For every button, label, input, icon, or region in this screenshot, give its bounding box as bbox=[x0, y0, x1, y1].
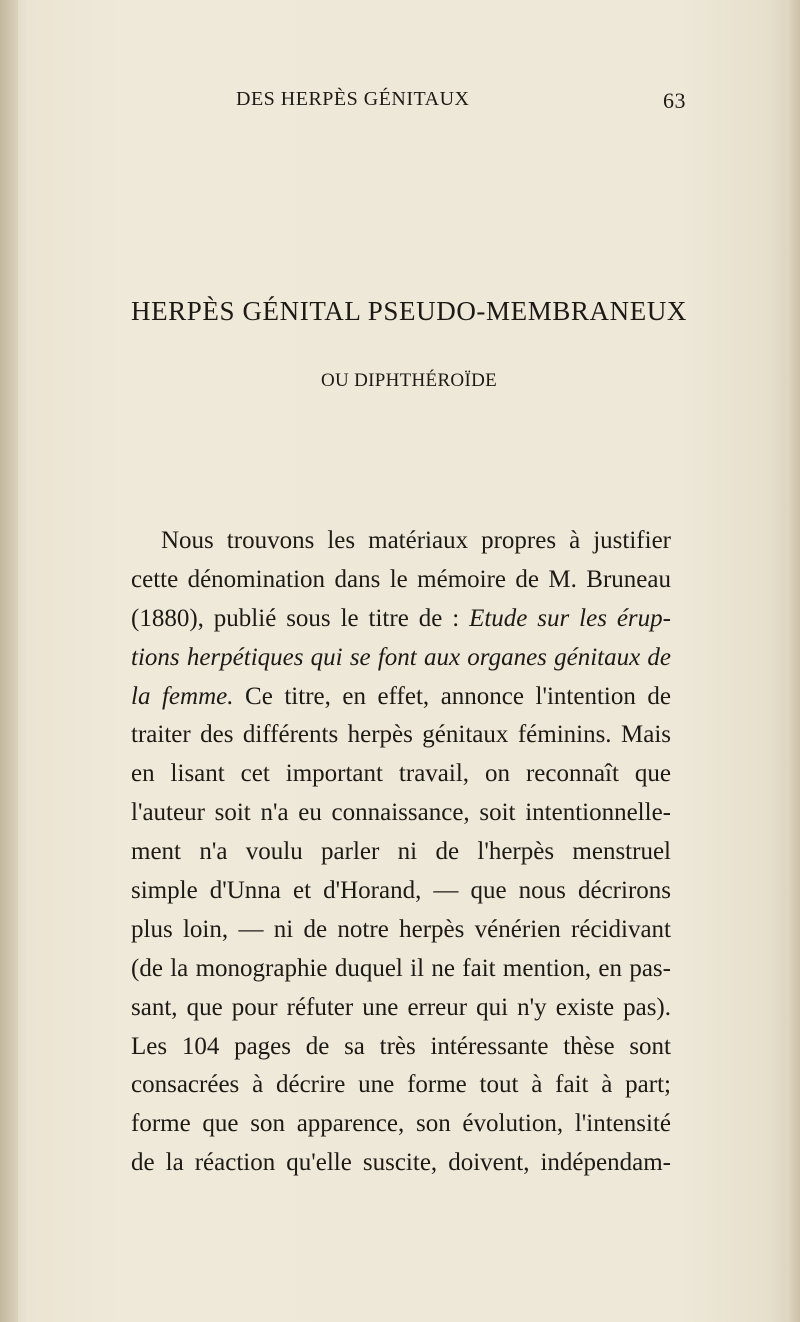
text-line bbox=[131, 716, 671, 755]
text-segment: (1880), publié sous le titre de : bbox=[131, 604, 470, 632]
text-line bbox=[131, 522, 671, 561]
text-segment: de la réaction qu'elle suscite, doivent, indépendam- bbox=[131, 1149, 671, 1177]
text-segment: consacrées à décrire une forme tout à fait à part; bbox=[131, 1071, 671, 1099]
text-line bbox=[131, 755, 671, 794]
text-line bbox=[131, 1144, 671, 1183]
text-segment: Ce titre, en effet, annonce l'intention de bbox=[233, 682, 671, 710]
section-subtitle: OU DIPHTHÉROÏDE bbox=[320, 370, 497, 391]
page-right-edge-shadow bbox=[786, 0, 800, 1322]
text-segment: traiter des différents herpès génitaux féminins. Mais bbox=[131, 721, 671, 749]
text-line bbox=[131, 1066, 671, 1105]
italic-book-title: la femme. bbox=[131, 682, 234, 710]
text-line bbox=[131, 989, 671, 1028]
text-line bbox=[131, 678, 671, 717]
text-segment: (de la monographie duquel il ne fait mention, en pas- bbox=[131, 954, 671, 982]
text-segment: l'auteur soit n'a eu connaissance, soit intentionnelle- bbox=[131, 799, 671, 827]
text-segment: sant, que pour réfuter une erreur qui n'y existe pas). bbox=[131, 993, 671, 1021]
text-line bbox=[131, 911, 671, 950]
text-segment: en lisant cet important travail, on reconnaît que bbox=[131, 760, 671, 788]
text-line bbox=[131, 950, 671, 989]
text-segment: Les 104 pages de sa très intéressante thèse sont bbox=[131, 1032, 671, 1060]
text-segment: simple d'Unna et d'Horand, — que nous décrirons bbox=[131, 877, 671, 905]
text-line bbox=[131, 1028, 671, 1067]
text-line bbox=[131, 639, 671, 678]
italic-book-title: Etude sur les érup- bbox=[469, 604, 671, 632]
text-segment: plus loin, — ni de notre herpès vénérien récidivant bbox=[131, 915, 671, 943]
text-segment: forme que son apparence, son évolution, l'intensité bbox=[131, 1110, 671, 1138]
body-paragraph bbox=[131, 522, 671, 1183]
running-head bbox=[236, 88, 686, 118]
text-line bbox=[131, 872, 671, 911]
page-number: 63 bbox=[663, 88, 686, 113]
page-left-edge-shadow bbox=[0, 0, 18, 1322]
text-segment: ment n'a voulu parler ni de l'herpès menstruel bbox=[131, 838, 671, 866]
italic-book-title: tions herpétiques qui se font aux organes génitaux de bbox=[131, 643, 671, 671]
text-line bbox=[131, 794, 671, 833]
text-line bbox=[131, 833, 671, 872]
text-line bbox=[131, 1105, 671, 1144]
text-segment: Nous trouvons les matériaux propres à justifier bbox=[161, 527, 671, 554]
text-line bbox=[131, 600, 671, 639]
text-line bbox=[131, 561, 671, 600]
section-title: HERPÈS GÉNITAL PSEUDO-MEMBRANEUX bbox=[130, 296, 688, 326]
text-segment: cette dénomination dans le mémoire de M. Bruneau bbox=[131, 565, 671, 593]
running-head-title: DES HERPÈS GÉNITAUX bbox=[236, 88, 470, 110]
